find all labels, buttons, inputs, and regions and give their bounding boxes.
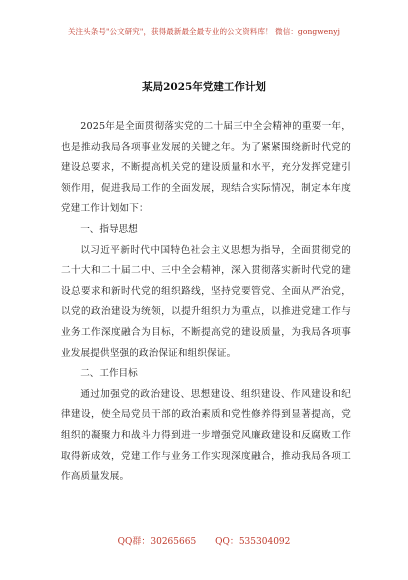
intro-paragraph: 2025年是全面贯彻落实党的二十届三中全会精神的重要一年，也是推动我局各项事业发展的关键之年。为了紧紧围绕新时代党的建设总要求，不断提高机关党的建设质量和水平，充分发挥党建引领作用，促进我局工作的全面发展，现结合实际情况，制定本年度党建工作计划如下： <box>61 121 351 215</box>
section-heading-guiding-ideology: 一、指导思想 <box>80 223 138 235</box>
section-heading-work-goals: 二、工作目标 <box>80 368 138 380</box>
document-title: 某局2025年党建工作计划 <box>142 81 266 93</box>
section-body-work-goals: 通过加强党的政治建设、思想建设、组织建设、作风建设和纪律建设，使全局党员干部的政治素质和党性修养得到显著提高，党组织的凝聚力和战斗力得到进一步增强党风廉政建设和反腐败工作取得新成效，党建工作与业务工作实现深度融合，推动我局各项工作高质量发展。 <box>61 388 351 483</box>
footer-contact <box>0 534 408 547</box>
qq-number: QQ：535304092 <box>215 537 291 547</box>
qq-group-number: QQ群：30265665 <box>117 537 197 547</box>
promo-header-note: 关注头条号"公文研究"，获得最新最全最专业的公文资料库！ 微信：gongwenyj <box>67 27 341 36</box>
section-body-guiding-ideology: 以习近平新时代中国特色社会主义思想为指导，全面贯彻党的二十大和二十届二中、三中全会精神，深入贯彻落实新时代党的建设总要求和新时代党的组织路线，坚持党要管党、全面从严治党，以党的政治建设为统领，以提升组织力为重点，以推进党建工作与业务工作深度融合为目标，不断提高党的建设质量，为我局各项事业发展提供坚强的政治保证和组织保证。 <box>61 244 351 359</box>
document-body <box>61 117 351 488</box>
